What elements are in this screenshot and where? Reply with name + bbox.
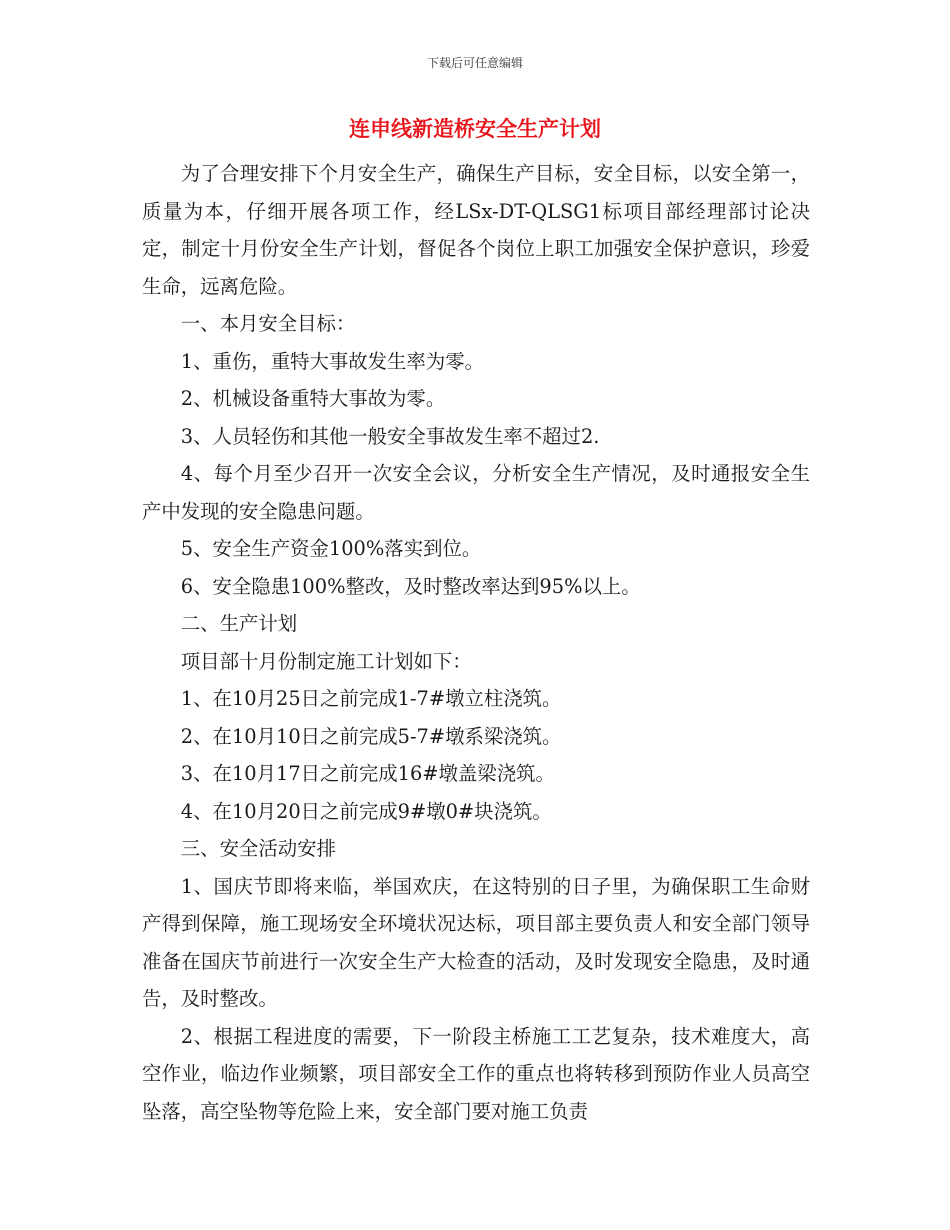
list-item: 4、每个月至少召开一次安全会议，分析安全生产情况，及时通报安全生产中发现的安全隐患问题。 bbox=[142, 462, 810, 523]
list-item: 4、在10月20日之前完成9#墩0#块浇筑。 bbox=[180, 799, 552, 823]
plan-intro: 项目部十月份制定施工计划如下： bbox=[180, 649, 472, 673]
list-item: 2、机械设备重特大事故为零。 bbox=[180, 387, 446, 410]
list-item: 6、安全隐患100%整改，及时整改率达到95%以上。 bbox=[180, 574, 641, 598]
section-heading-production-plan: 二、生产计划 bbox=[180, 612, 298, 635]
list-item: 3、人员轻伤和其他一般安全事故发生率不超过2. bbox=[180, 424, 600, 448]
list-item: 1、重伤，重特大事故发生率为零。 bbox=[180, 349, 484, 373]
activity-paragraph: 1、国庆节即将来临，举国欢庆，在这特别的日子里，为确保职工生命财产得到保障，施工现场安全环境状况达标，项目部主要负责人和安全部门领导准备在国庆节前进行一次安全生产大检查的活动，及时发现安全隐患，及时通告，及时整改。 bbox=[142, 874, 810, 1010]
document-title: 连申线新造桥安全生产计划 bbox=[349, 117, 601, 141]
activity-paragraph: 2、根据工程进度的需要，下一阶段主桥施工工艺复杂，技术难度大，高空作业，临边作业频繁，项目部安全工作的重点也将转移到预防作业人员高空坠落，高空坠物等危险上来，安全部门要对施工负责 bbox=[142, 1024, 810, 1123]
list-item: 1、在10月25日之前完成1-7#墩立柱浇筑。 bbox=[180, 687, 562, 710]
list-item: 5、安全生产资金100%落实到位。 bbox=[180, 537, 482, 560]
list-item: 2、在10月10日之前完成5-7#墩系梁浇筑。 bbox=[180, 724, 562, 748]
intro-paragraph: 为了合理安排下个月安全生产，确保生产目标，安全目标，以安全第一，质量为本，仔细开展各项工作，经LSx-DT-QLSG1标项目部经理部讨论决定，制定十月份安全生产计划，督促各个岗位上职工加强安全保护意识，珍爱生命，远离危险。 bbox=[142, 162, 810, 298]
section-heading-safety-goals: 一、本月安全目标： bbox=[180, 312, 356, 335]
list-item: 3、在10月17日之前完成16#墩盖梁浇筑。 bbox=[180, 762, 555, 785]
section-heading-safety-activities: 三、安全活动安排 bbox=[180, 837, 336, 860]
header-note: 下载后可任意编辑 bbox=[426, 56, 523, 70]
document-body bbox=[142, 155, 810, 1130]
